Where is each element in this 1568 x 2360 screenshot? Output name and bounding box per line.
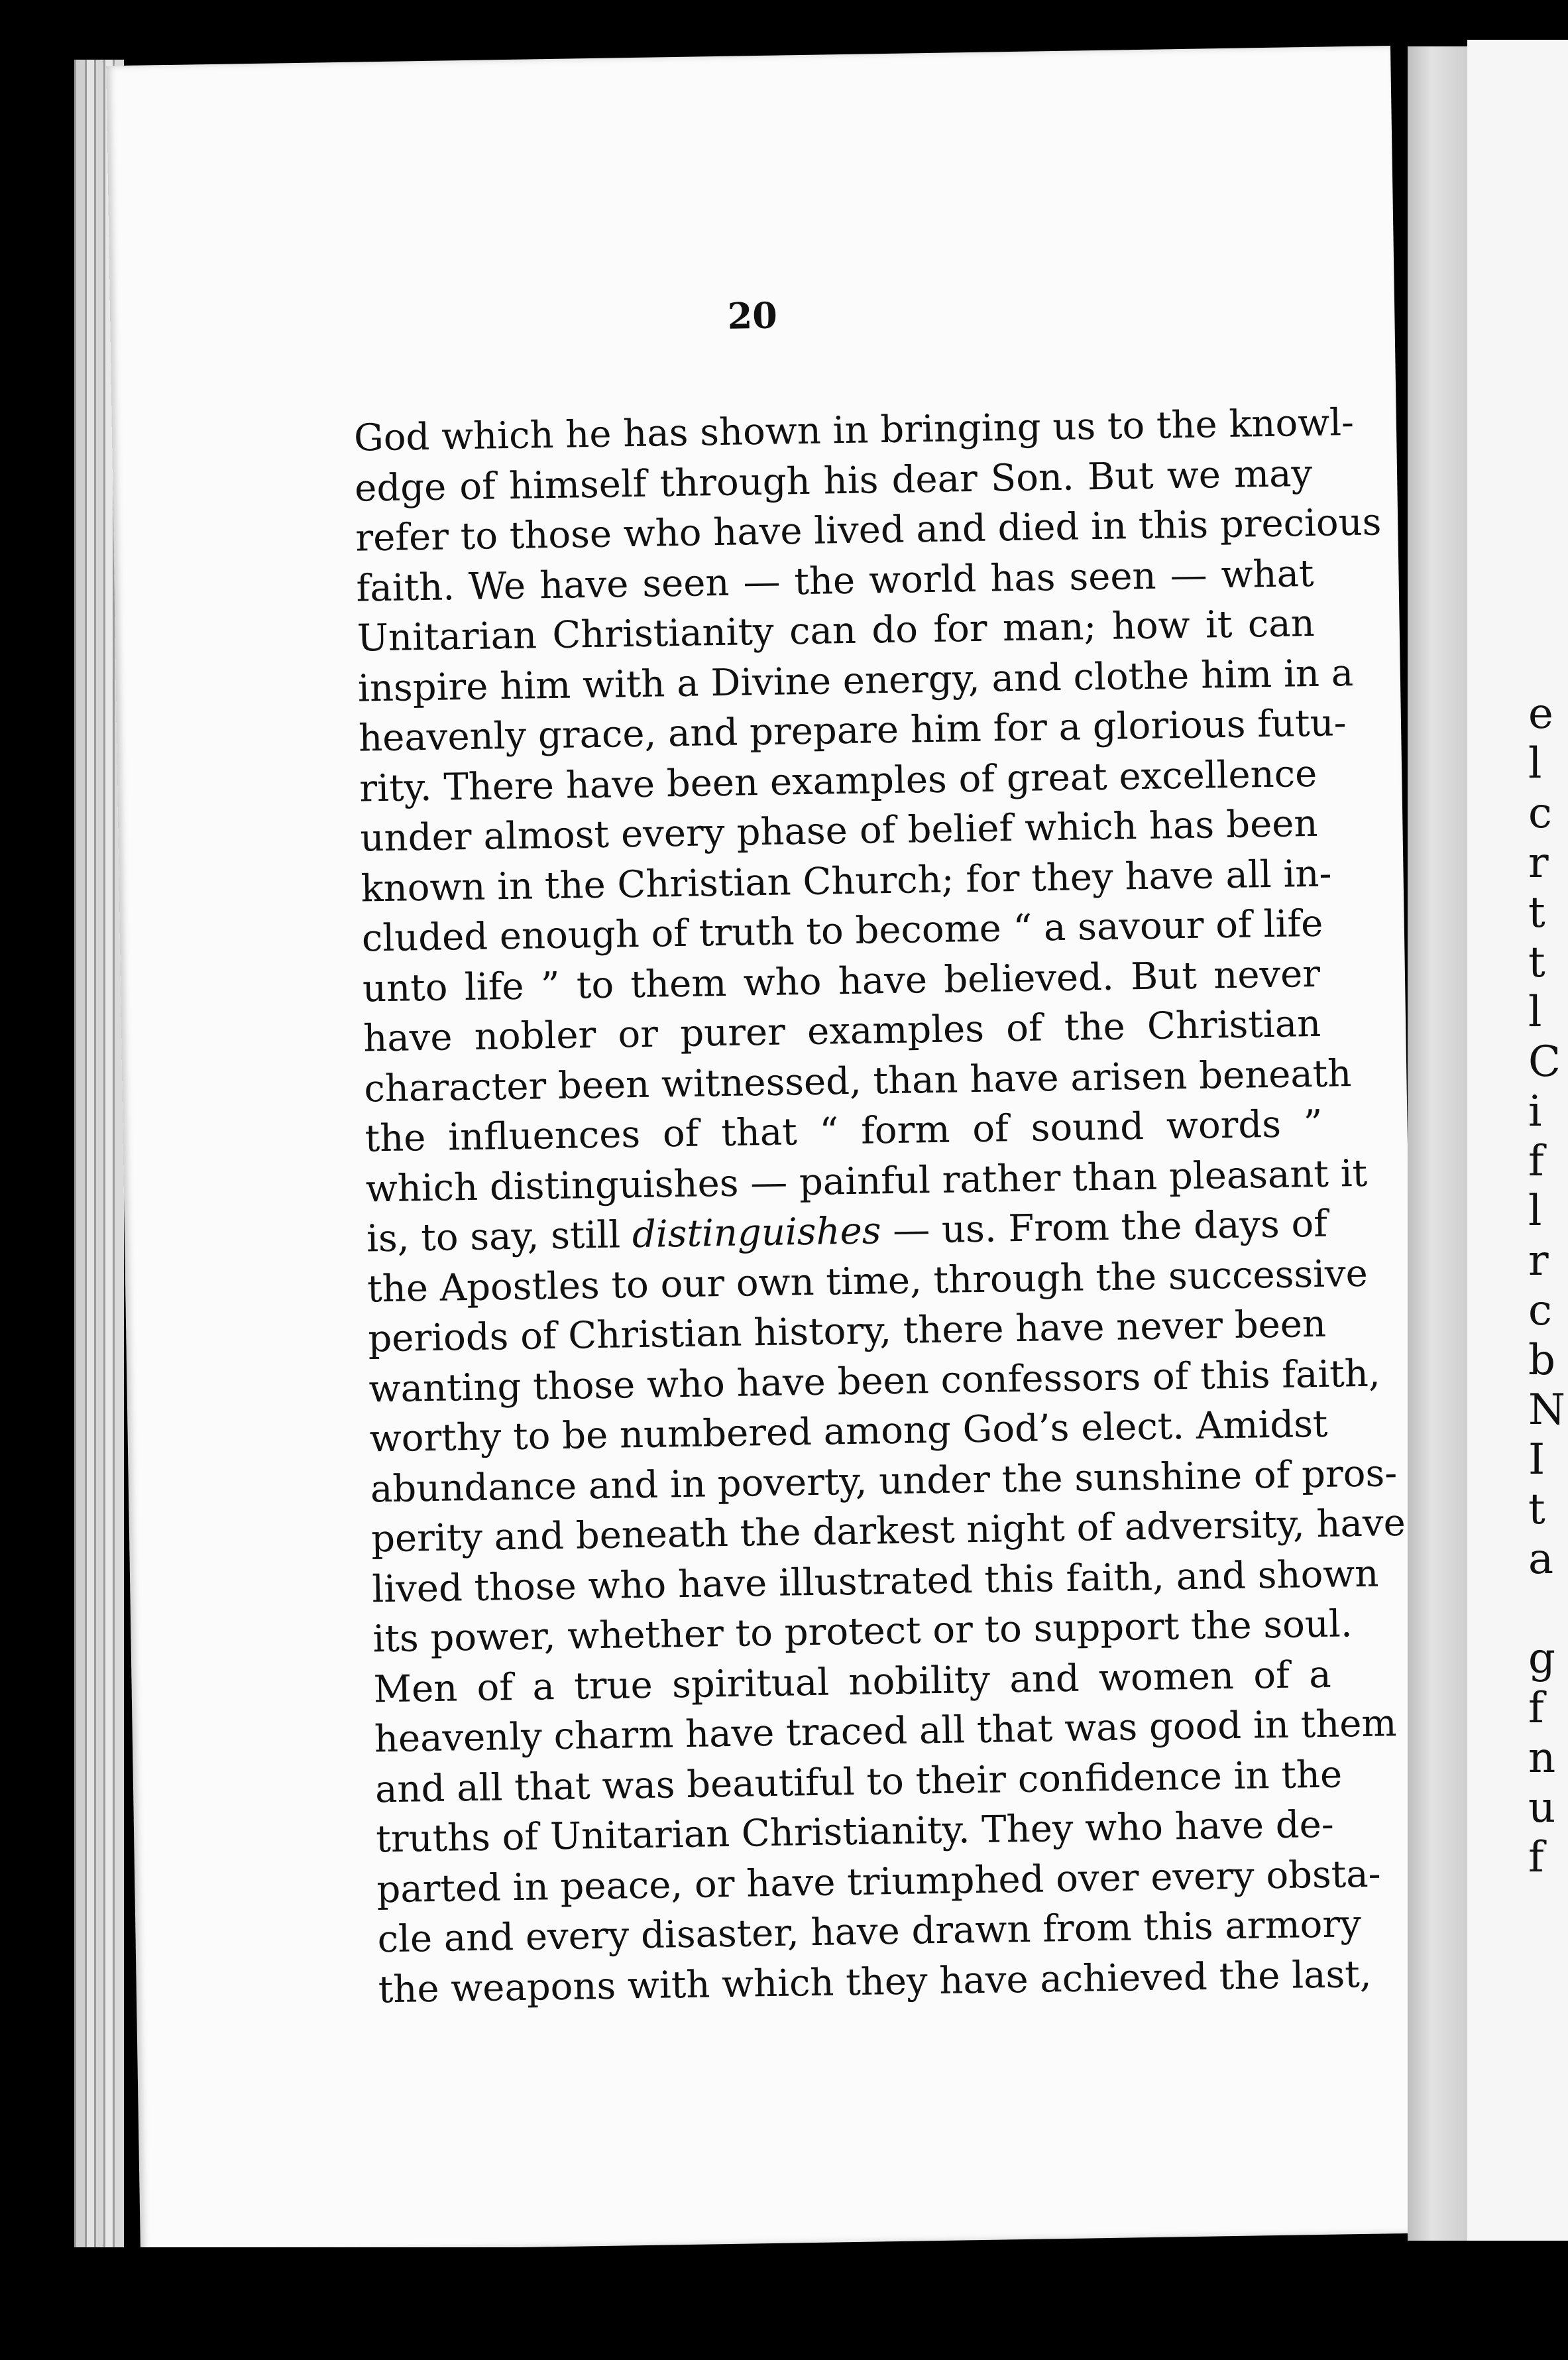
text-line: refer to those who have lived and died in this precious	[355, 501, 1382, 560]
text-line: have nobler or purer examples of the Christian	[363, 1002, 1321, 1061]
text-line: worthy to be numbered among God’s elect. Amidst	[369, 1402, 1328, 1461]
page-edge	[85, 60, 95, 2247]
text-line: lived those who have illustrated this faith, and shown	[371, 1552, 1379, 1611]
text-line: wanting those who have been confessors of this faith,	[368, 1351, 1381, 1411]
facing-page	[1467, 40, 1568, 2241]
gutter-fold	[1408, 46, 1467, 2241]
page-number: 20	[727, 294, 778, 337]
body-text	[353, 398, 1406, 2015]
facing-page-char	[1528, 1584, 1568, 1634]
text-line: the weapons with which they have achieved the last,	[378, 1952, 1372, 2011]
page-edge	[74, 60, 85, 2247]
text-line: and all that was beautiful to their confidence in the	[374, 1752, 1343, 1811]
text-line: truths of Unitarian Christianity. They who have de-	[375, 1802, 1335, 1861]
text-line: character been witnessed, than have arisen beneath	[363, 1051, 1352, 1110]
facing-page-char: u	[1528, 1783, 1556, 1832]
text-line: edge of himself through his dear Son. But we may	[354, 451, 1313, 510]
facing-page-char: l	[1528, 988, 1542, 1037]
text-line: heavenly charm have traced all that was good in them	[374, 1702, 1397, 1761]
text-line: faith. We have seen — the world has seen — what	[356, 552, 1314, 611]
facing-page-char: l	[1528, 1187, 1542, 1236]
text-line: rity. There have been examples of great excellence	[359, 752, 1317, 811]
facing-page-char: r	[1528, 839, 1549, 888]
italic-word: distinguishes	[632, 1209, 881, 1257]
text-line: which distinguishes — painful rather than pleasant it	[365, 1151, 1368, 1210]
facing-page-text	[1528, 689, 1568, 1883]
text-line: under almost every phase of belief which has been	[360, 801, 1318, 860]
text-line: cle and every disaster, have drawn from this armory	[377, 1903, 1362, 1962]
facing-page-char: b	[1528, 1336, 1555, 1385]
text-line: God which he has shown in bringing us to the knowl-	[353, 400, 1355, 460]
line-end: — us. From the days of	[880, 1202, 1328, 1253]
text-line: unto life ” to them who have believed. But never	[362, 952, 1321, 1011]
facing-page-char: g	[1528, 1634, 1555, 1683]
text-line: inspire him with a Divine energy, and clothe him in a	[357, 651, 1354, 711]
facing-page-char: c	[1528, 789, 1552, 838]
facing-page-char: l	[1528, 739, 1542, 788]
facing-page-char: C	[1528, 1037, 1561, 1087]
text-line: heavenly grace, and prepare him for a glorious futu-	[358, 701, 1347, 760]
text-line: Men of a true spiritual nobility and women of a	[373, 1653, 1332, 1711]
facing-page-char: e	[1528, 689, 1553, 738]
facing-page-char: t	[1528, 888, 1545, 937]
facing-page-char: r	[1528, 1236, 1549, 1285]
facing-page-char: N	[1528, 1386, 1565, 1435]
text-line: periods of Christian history, there have never been	[367, 1302, 1327, 1361]
facing-page-char: i	[1528, 1087, 1542, 1136]
text-line: Unitarian Christianity can do for man; how it can	[357, 601, 1316, 660]
page-edge	[94, 60, 104, 2247]
text-line: abundance and in poverty, under the sunshine of pros-	[370, 1451, 1398, 1511]
text-line: parted in peace, or have triumphed over every obsta-	[376, 1852, 1382, 1911]
line-start: is, to say, still	[366, 1213, 621, 1261]
book-page	[106, 46, 1425, 2253]
text-line: the influences of that “ form of sound words ”	[364, 1102, 1323, 1161]
text-line: cluded enough of truth to become “ a savour of life	[361, 902, 1323, 961]
text-line: the Apostles to our own time, through the successive	[366, 1252, 1369, 1311]
facing-page-char: t	[1528, 938, 1545, 987]
facing-page-char: f	[1528, 1684, 1544, 1733]
facing-page-char: c	[1528, 1286, 1552, 1335]
text-line: perity and beneath the darkest night of adversity, have	[370, 1501, 1406, 1561]
facing-page-char: f	[1528, 1833, 1544, 1882]
facing-page-char: f	[1528, 1137, 1544, 1186]
facing-page-char: t	[1528, 1485, 1545, 1534]
text-line: known in the Christian Church; for they have all in-	[361, 852, 1332, 911]
facing-page-char: I	[1528, 1435, 1545, 1484]
scan-border	[0, 2247, 1568, 2360]
facing-page-char: n	[1528, 1734, 1556, 1783]
text-line: its power, whether to protect or to support the soul.	[372, 1602, 1353, 1661]
facing-page-char: a	[1528, 1535, 1554, 1584]
